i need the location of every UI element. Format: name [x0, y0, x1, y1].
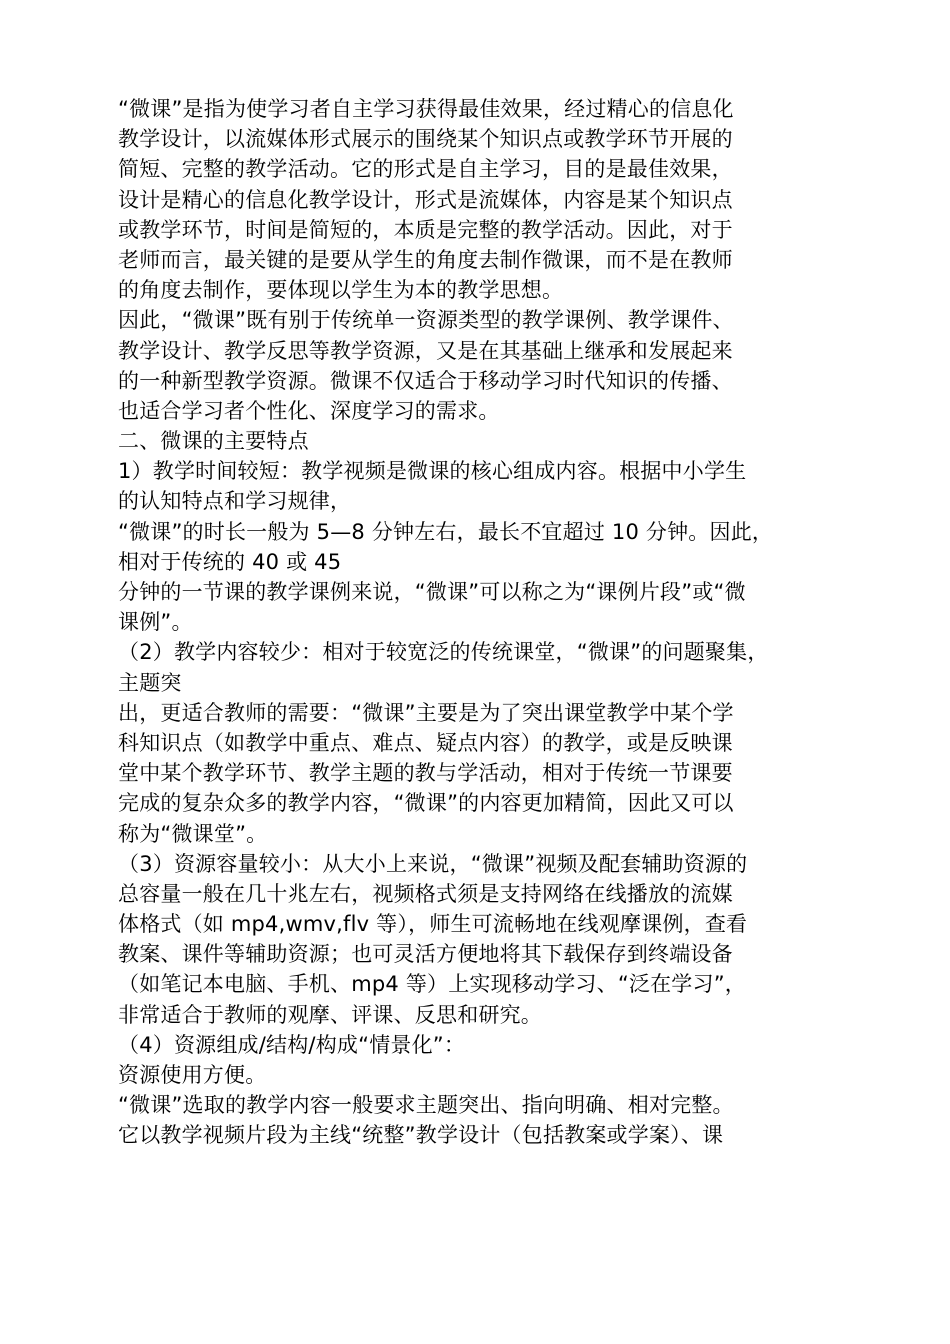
- text-line: 1）教学时间较短：教学视频是微课的核心组成内容。根据中小学生: [118, 459, 747, 484]
- text-line: 简短、完整的教学活动。它的形式是自主学习，目的是最佳效果，: [118, 157, 733, 182]
- text-line: 或教学环节，时间是简短的，本质是完整的教学活动。因此，对于: [118, 217, 733, 242]
- text-line: “微课”的时长一般为 5—8 分钟左右，最长不宜超过 10 分钟。因此，: [118, 519, 774, 544]
- text-line: 体格式（如 mp4,wmv,flv 等），师生可流畅地在线观摩课例，查看: [118, 912, 748, 937]
- text-line: 总容量一般在几十兆左右，视频格式须是支持网络在线播放的流媒: [118, 881, 733, 906]
- text-line: 的认知特点和学习规律，: [118, 489, 352, 514]
- text-line: 的角度去制作，要体现以学生为本的教学思想。: [118, 278, 564, 303]
- text-line: 课例”。: [118, 610, 193, 635]
- text-line: 老师而言，最关键的是要从学生的角度去制作微课，而不是在教师: [118, 247, 733, 272]
- text-line: （3）资源容量较小：从大小上来说，“微课”视频及配套辅助资源的: [118, 851, 748, 876]
- text-line: 因此，“微课”既有别于传统单一资源类型的教学课例、教学课件、: [118, 308, 734, 333]
- body-text: [118, 94, 858, 1151]
- text-line: 它以教学视频片段为主线“统整”教学设计（包括教案或学案）、课: [118, 1123, 724, 1148]
- text-line: 也适合学习者个性化、深度学习的需求。: [118, 398, 500, 423]
- text-line: 设计是精心的信息化教学设计，形式是流媒体，内容是某个知识点: [118, 187, 733, 212]
- text-line: “微课”选取的教学内容一般要求主题突出、指向明确、相对完整。: [118, 1093, 734, 1118]
- text-line: 完成的复杂众多的教学内容，“微课”的内容更加精简，因此又可以: [118, 791, 734, 816]
- text-line: 的一种新型教学资源。微课不仅适合于移动学习时代知识的传播、: [118, 368, 733, 393]
- text-line: 相对于传统的 40 或 45: [118, 549, 342, 574]
- text-line: “微课”是指为使学习者自主学习获得最佳效果，经过精心的信息化: [118, 97, 734, 121]
- text-line: （2）教学内容较少：相对于较宽泛的传统课堂，“微课”的问题聚集，: [118, 640, 769, 665]
- text-line: 主题突: [118, 670, 182, 695]
- text-line: 资源使用方便。: [118, 1063, 267, 1087]
- text-line: 堂中某个教学环节、教学主题的教与学活动，相对于传统一节课要: [118, 761, 733, 786]
- text-line: 出，更适合教师的需要：“微课”主要是为了突出课堂教学中某个学: [118, 700, 734, 725]
- text-line: 科知识点（如教学中重点、难点、疑点内容）的教学，或是反映课: [118, 730, 733, 755]
- text-line: 教学设计、教学反思等教学资源，又是在其基础上继承和发展起来: [118, 338, 733, 363]
- text-line: （如笔记本电脑、手机、mp4 等）上实现移动学习、“泛在学习”，: [118, 972, 746, 997]
- text-line: 教案、课件等辅助资源；也可灵活方便地将其下载保存到终端设备: [118, 942, 733, 967]
- section-heading: 二、微课的主要特点: [118, 429, 309, 454]
- text-line: （4）资源组成/结构/构成“情景化”：: [118, 1032, 466, 1057]
- text-line: 教学设计，以流媒体形式展示的围绕某个知识点或教学环节开展的: [118, 127, 733, 152]
- text-line: 称为“微课堂”。: [118, 821, 268, 846]
- text-line: 非常适合于教师的观摩、评课、反思和研究。: [118, 1002, 542, 1027]
- text-line: 分钟的一节课的教学课例来说，“微课”可以称之为“课例片段”或“微: [118, 580, 746, 604]
